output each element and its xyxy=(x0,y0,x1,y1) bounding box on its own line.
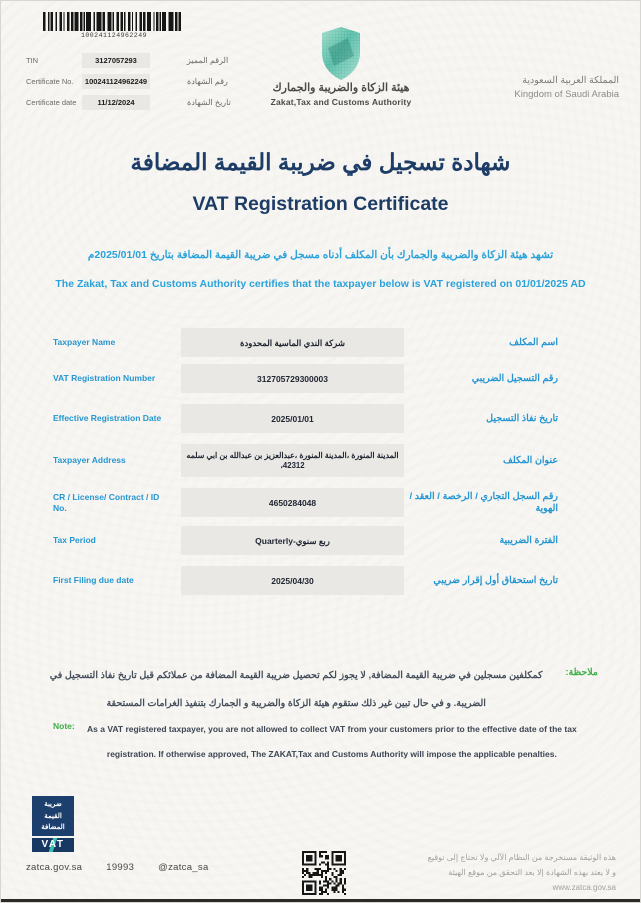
tin-value: 3127057293 xyxy=(82,53,150,68)
field-value: 312705729300003 xyxy=(181,364,404,393)
field-row-vat-registration-number xyxy=(53,364,558,393)
certificate-title-arabic: شهادة تسجيل في ضريبة القيمة المضافة xyxy=(130,149,511,175)
certificate-date-value: 11/12/2024 xyxy=(82,95,150,110)
disclaimer-url: www.zatca.gov.sa xyxy=(552,883,616,892)
field-label-ar: رقم السجل التجاري / الرخصة / العقد /الهوية xyxy=(409,490,558,514)
field-label-ar: رقم التسجيل الضريبي xyxy=(471,372,558,384)
field-row-taxpayer-address xyxy=(53,444,558,477)
page-bottom-edge xyxy=(1,899,640,902)
field-value: 2025/01/01 xyxy=(181,404,404,433)
disclaimer-line: و لا يعتد بهذه الشهادة إلا بعد التحقق من موقع الهيئة xyxy=(448,868,616,877)
vat-logo-line: ضريبة xyxy=(44,801,62,808)
note-english xyxy=(53,717,580,767)
field-label-en: Taxpayer Address xyxy=(53,455,126,465)
field-row-first-filing-due-date xyxy=(53,566,558,595)
kingdom-name-english: Kingdom of Saudi Arabia xyxy=(514,89,619,100)
certificate-no-value: 100241124962249 xyxy=(82,74,150,89)
field-label-en: CR / License/ Contract / ID No. xyxy=(53,491,160,513)
kingdom-name-arabic: المملكة العربية السعودية xyxy=(522,75,619,86)
field-label-en: VAT Registration Number xyxy=(53,373,156,383)
field-label-ar: تاريخ نفاذ التسجيل xyxy=(486,412,558,424)
note-label-english: Note: xyxy=(53,721,75,731)
certification-statement-english: The Zakat, Tax and Customs Authority certifies that the taxpayer below is VAT registered on 01/01/2025 AD xyxy=(55,278,586,290)
vat-logo xyxy=(32,796,74,852)
vat-logo-text: VAT xyxy=(41,839,65,850)
kingdom-block xyxy=(514,75,619,100)
certificate-no-label-en: Certificate No. xyxy=(26,77,74,86)
note-label-arabic: ملاحظة: xyxy=(565,667,598,678)
qr-code xyxy=(302,851,346,895)
certificate-no-label-ar: رقم الشهادة xyxy=(187,77,228,86)
note-arabic xyxy=(41,662,598,718)
certificate-date-label-ar: تاريخ الشهادة xyxy=(187,98,231,107)
certificate-title-english: VAT Registration Certificate xyxy=(192,193,449,215)
field-row-taxpayer-name xyxy=(53,328,558,357)
barcode-number: 100241124962249 xyxy=(80,32,147,39)
authority-name-arabic: هيئة الزكاة والضريبة والجمارك xyxy=(272,82,410,94)
note-body-english: As a VAT registered taxpayer, you are not allowed to collect VAT from your customers prior to the effective date of the tax registration. If otherwise approved, The ZAKAT,Tax and Customs Authority will impose the applicable penalties. xyxy=(87,724,577,759)
field-value: 4650284048 xyxy=(181,488,404,517)
field-value: المدينة المنورة ،المدينة المنورة ،عبدالعزيز بن عبدالله بن ابي سلمه 42312، xyxy=(181,444,404,477)
disclaimer-line: هذه الوثيقة مستخرجة من النظام الآلي ولا تحتاج إلى توقيع xyxy=(427,853,616,862)
field-label-ar: عنوان المكلف xyxy=(503,454,558,466)
tin-label-en: TIN xyxy=(26,56,39,65)
field-label-ar: الفترة الضريبية xyxy=(499,534,558,546)
footer-contacts xyxy=(26,862,209,873)
tin-label-ar: الرقم المميز xyxy=(187,56,229,65)
field-value: 2025/04/30 xyxy=(181,566,404,595)
meta-row-certificate-date xyxy=(26,95,231,116)
footer-disclaimer xyxy=(428,850,616,895)
footer-social-handle: @zatca_sa xyxy=(158,862,209,873)
certificate-date-label-en: Certificate date xyxy=(26,98,77,107)
note-body-arabic: كمكلفين مسجلين في ضريبة القيمة المضافة, لا يجوز لكم تحصيل ضريبة القيمة المضافة من عملائكم قبل تاريخ نفاذ التسجيل في الضريبة. و في حال تبين غير ذلك ستقوم هيئة الزكاة والضريبة و الجمارك بتنفيذ الغرامات المستحقة xyxy=(49,670,543,709)
meta-row-certificate-no xyxy=(26,74,226,95)
field-row-cr-license-number xyxy=(53,488,558,517)
vat-logo-line: المضافة xyxy=(41,824,65,831)
vat-logo-arabic-lines xyxy=(32,796,74,836)
field-label-ar: تاريخ استحقاق أول إقرار ضريبي xyxy=(433,574,558,586)
field-label-en: Effective Registration Date xyxy=(53,413,162,423)
vat-logo-line: القيمة xyxy=(44,812,62,820)
footer-website: zatca.gov.sa xyxy=(26,862,83,873)
field-label-en: Taxpayer Name xyxy=(53,337,116,347)
certification-statement-arabic: تشهد هيئة الزكاة والضريبة والجمارك بأن المكلف أدناه مسجل في ضريبة القيمة المضافة بتاريخ 2025/01/01م xyxy=(87,249,554,261)
field-label-ar: اسم المكلف xyxy=(509,336,558,348)
vat-logo-band xyxy=(32,838,74,852)
zatca-shield-icon xyxy=(318,26,364,81)
field-row-effective-registration-date xyxy=(53,404,558,433)
field-row-tax-period xyxy=(53,526,558,555)
certificate-meta xyxy=(26,53,231,116)
field-label-en: First Filing due date xyxy=(53,575,134,585)
meta-row-tin xyxy=(26,53,229,74)
footer-phone: 19993 xyxy=(106,862,135,873)
field-value: ربع سنوي-Quarterly xyxy=(181,526,404,555)
authority-name-english: Zakat,Tax and Customs Authority xyxy=(270,97,412,107)
field-label-en: Tax Period xyxy=(53,535,96,545)
field-value: شركة الندي الماسية المحدودة xyxy=(181,328,404,357)
barcode xyxy=(43,12,185,31)
